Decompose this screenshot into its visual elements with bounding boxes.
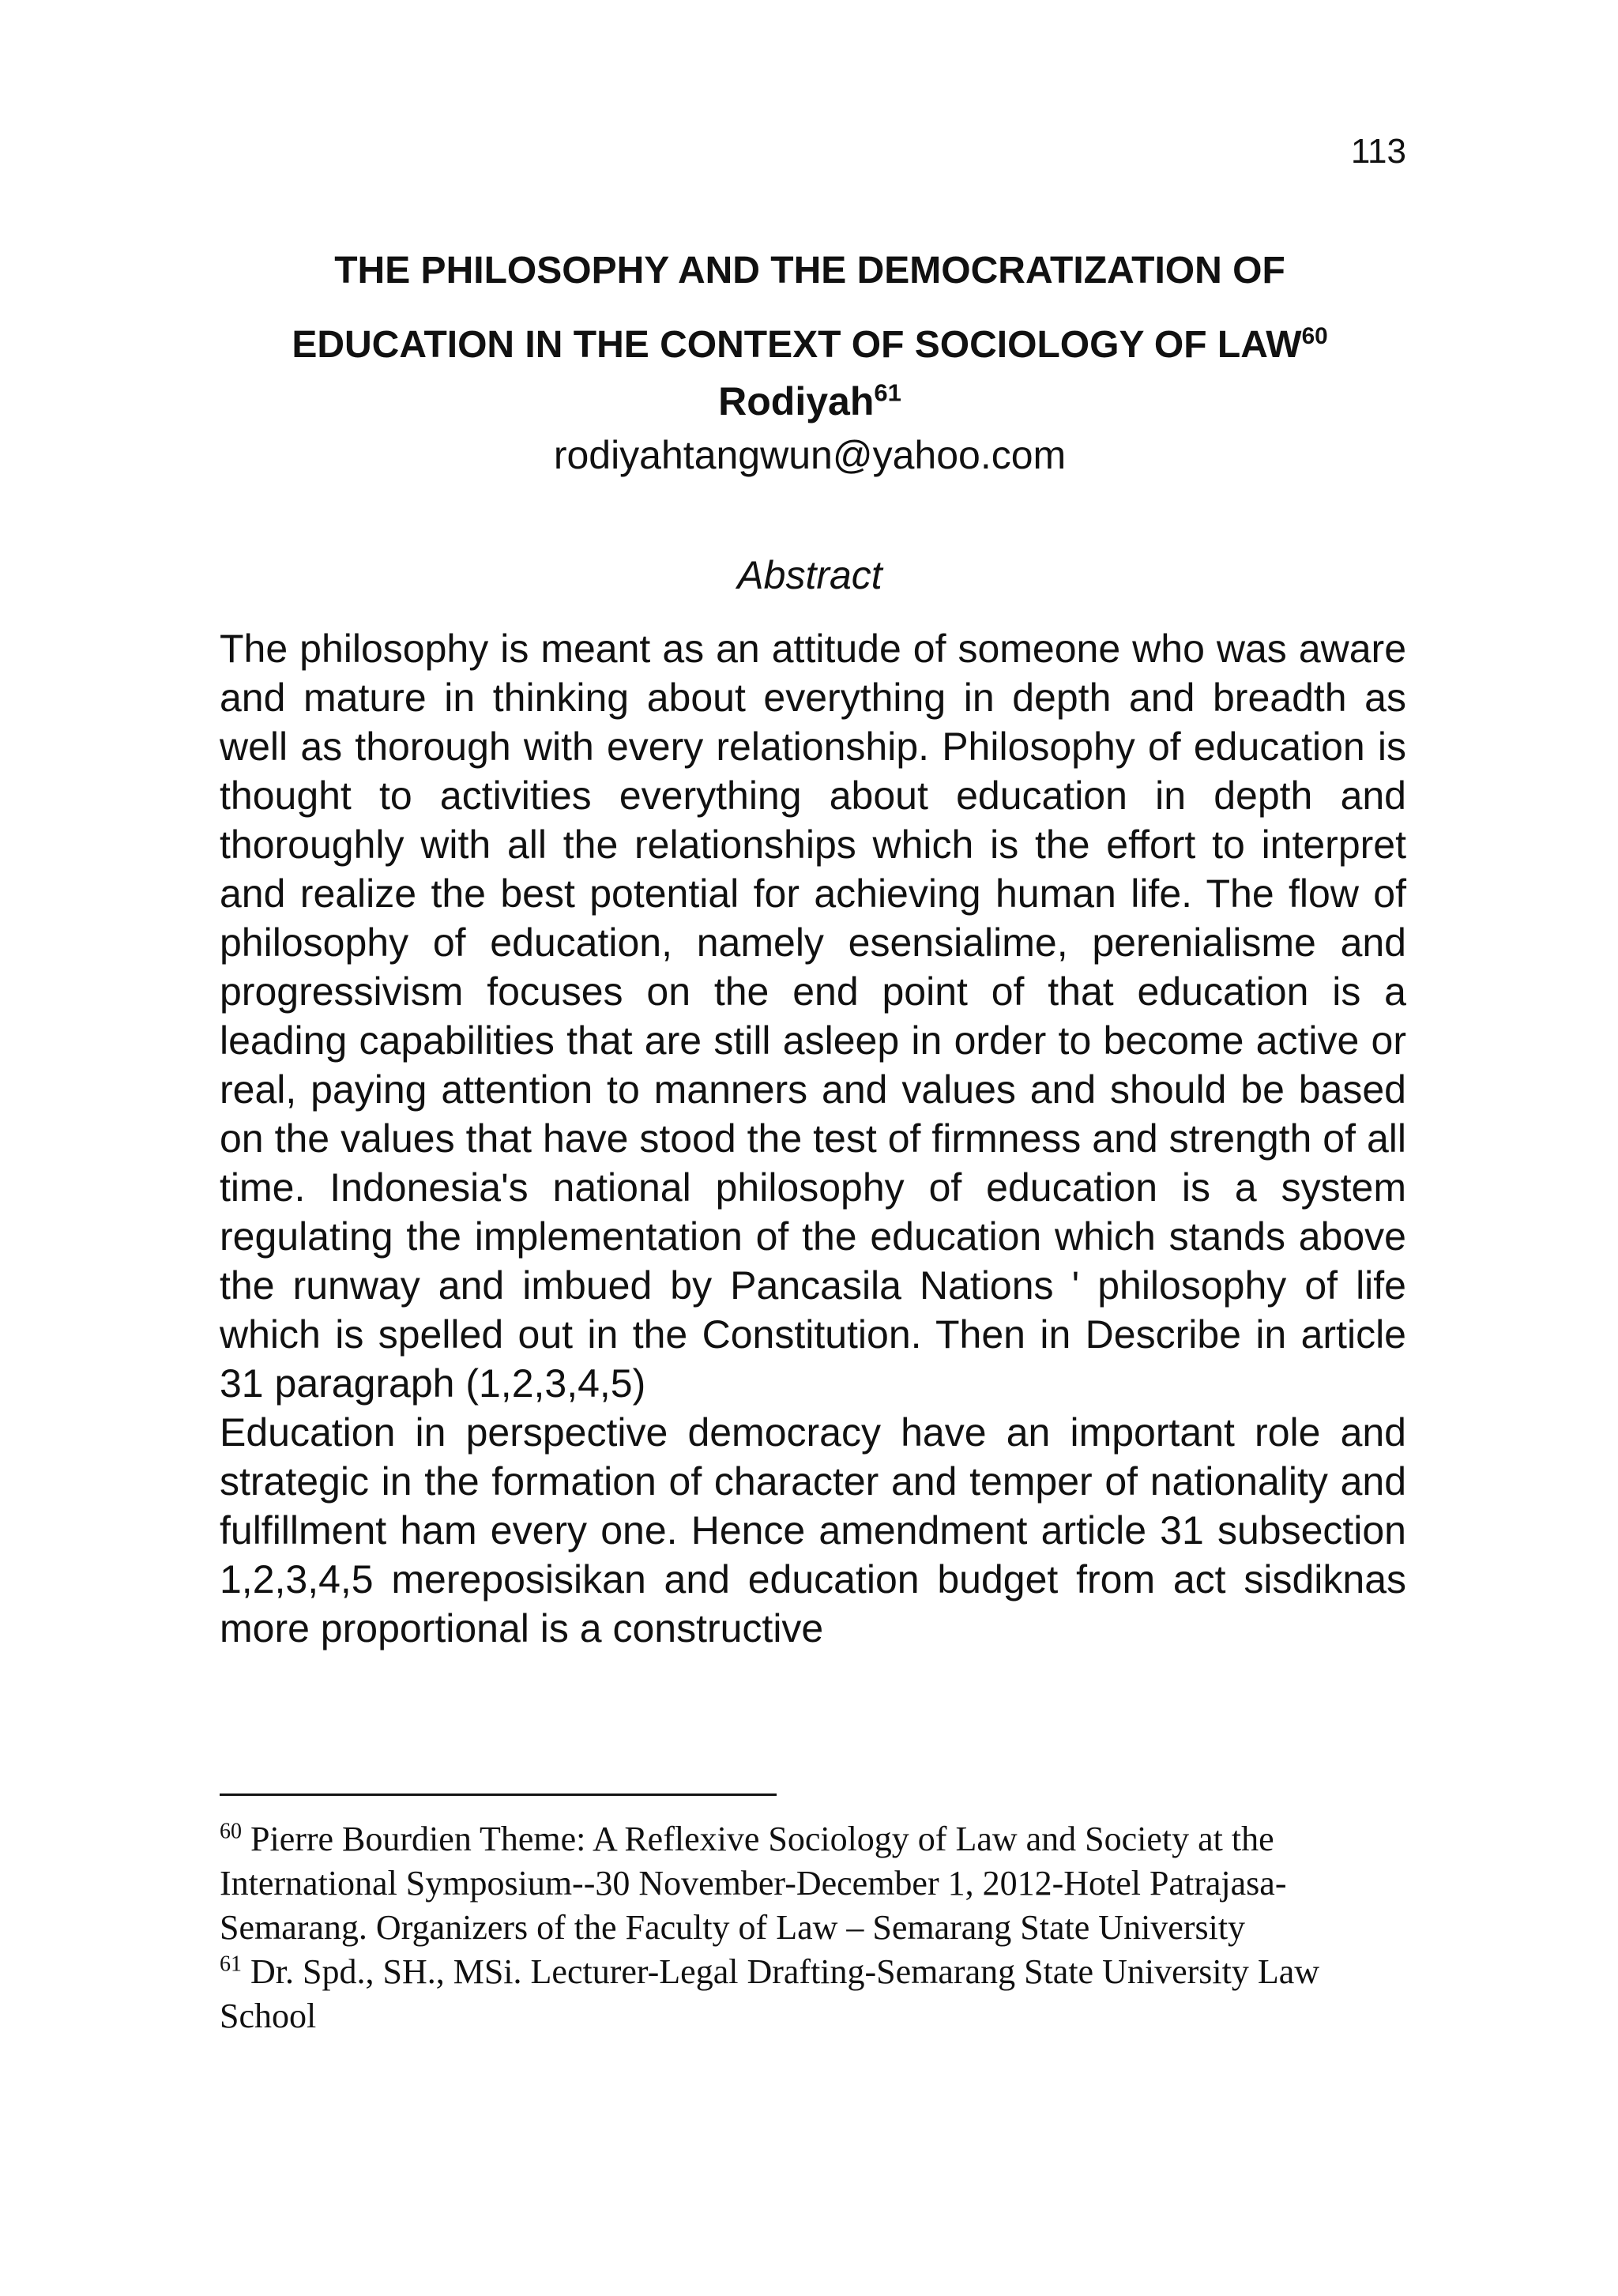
footnote-61 bbox=[220, 1950, 1406, 2038]
footnote-61-text: Dr. Spd., SH., MSi. Lecturer-Legal Drafting-Semarang State University Law School bbox=[220, 1952, 1320, 2035]
footnote-61-mark: 61 bbox=[220, 1952, 242, 1977]
author-footnote-ref[interactable]: 61 bbox=[874, 378, 901, 407]
abstract-heading: Abstract bbox=[737, 553, 882, 597]
title-line-2-text: EDUCATION IN THE CONTEXT OF SOCIOLOGY OF LAW bbox=[292, 324, 1302, 366]
title-line-1: THE PHILOSOPHY AND THE DEMOCRATIZATION OF bbox=[334, 250, 1285, 292]
title-line-2 bbox=[213, 308, 1406, 382]
author-name bbox=[213, 373, 1406, 430]
title-footnote-ref[interactable]: 60 bbox=[1301, 323, 1328, 349]
author-name-text: Rodiyah bbox=[718, 379, 875, 423]
footnote-60-text: Pierre Bourdien Theme: A Reflexive Sociology of Law and Society at the International Symposium--30 November-December 1, 2012-Hotel Patrajasa-Semarang. Organizers of the Faculty of Law – Semarang State University bbox=[220, 1820, 1287, 1947]
paper-title bbox=[213, 234, 1406, 382]
page-number: 113 bbox=[1350, 132, 1406, 171]
abstract-body bbox=[220, 624, 1406, 1653]
footnote-separator bbox=[220, 1794, 777, 1796]
abstract-paragraph-1: The philosophy is meant as an attitude of someone who was aware and mature in thinking about everything in depth and breadth as well as thorough with every relationship. Philosophy of education is thought to activities everything about education in depth and thoroughly with all the relationships which is the effort to interpret and realize the best potential for achieving human life. The flow of philosophy of education, namely esensialime, perenialisme and progressivism focuses on the end point of that education is a leading capabilities that are still asleep in order to become active or real, paying attention to manners and values and should be based on the values that have stood the test of firmness and strength of all time. Indonesia's national philosophy of education is a system regulating the implementation of the education which stands above the runway and imbued by Pancasila Nations ' philosophy of life which is spelled out in the Constitution. Then in Describe in article 31 paragraph (1,2,3,4,5) bbox=[220, 627, 1406, 1406]
footnotes bbox=[220, 1817, 1406, 2038]
author-email: rodiyahtangwun@yahoo.com bbox=[553, 433, 1067, 477]
footnote-60-mark: 60 bbox=[220, 1819, 242, 1844]
footnote-60 bbox=[220, 1817, 1406, 1950]
abstract-paragraph-2: Education in perspective democracy have an important role and strategic in the formation of character and temper of nationality and fulfillment ham every one. Hence amendment article 31 subsection 1,2,3,4,5 mereposisikan and education budget from act sisdiknas more proportional is a constructive bbox=[220, 1410, 1406, 1650]
